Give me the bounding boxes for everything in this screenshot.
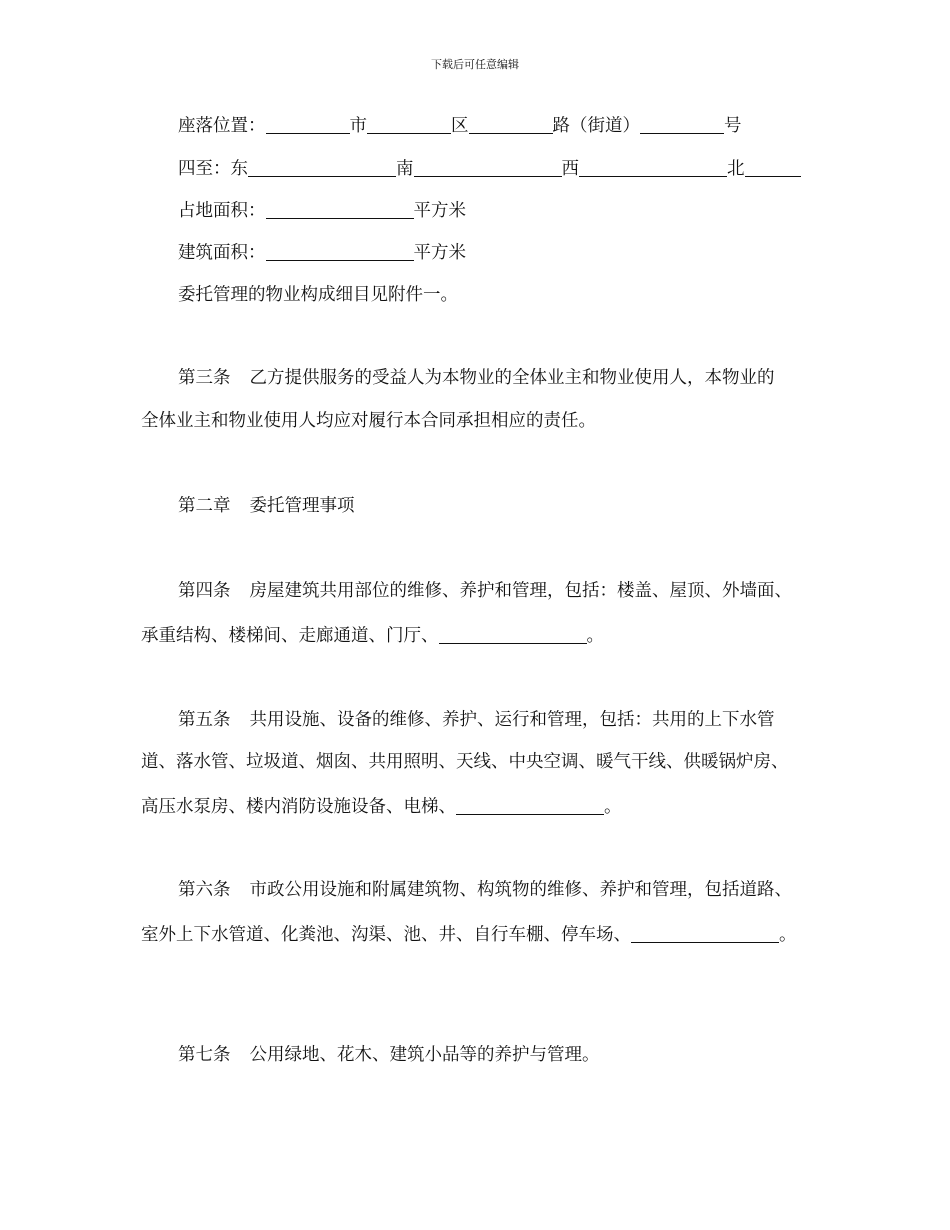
annex-note: 委托管理的物业构成细目见附件一。: [178, 285, 458, 305]
article-5-line-2: 道、落水管、垃圾道、烟囱、共用照明、天线、中央空调、暖气干线、供暖锅炉房、: [141, 752, 789, 772]
article-7-title: 第七条: [178, 1045, 231, 1065]
number-label: 号: [724, 116, 742, 136]
article-6-text-2: 室外上下水管道、化粪池、沟渠、池、井、自行车棚、停车场、: [141, 925, 631, 945]
article-6-text-1: 市政公用设施和附属建筑物、构筑物的维修、养护和管理，包括道路、: [249, 880, 792, 900]
building-area-line: [178, 243, 466, 263]
building-area-unit: 平方米: [413, 243, 466, 263]
district-label: 区: [451, 116, 469, 136]
chapter-2-text: 委托管理事项: [249, 496, 355, 516]
article-7-text: 公用绿地、花木、建筑小品等的养护与管理。: [249, 1045, 600, 1065]
city-blank: [266, 116, 350, 134]
article-6-blank: [631, 925, 779, 943]
chapter-2-title: 第二章: [178, 496, 231, 516]
land-area-label: 占地面积：: [178, 201, 266, 221]
article-5-line-3: [141, 797, 622, 817]
article-4-title: 第四条: [178, 581, 231, 601]
article-5-text-3: 高压水泵房、楼内消防设施设备、电梯、: [141, 797, 456, 817]
road-label: 路（街道）: [552, 116, 640, 136]
page-header: 下载后可任意编辑: [431, 58, 519, 71]
article-4-line-2: [141, 626, 604, 646]
land-area-blank: [266, 201, 414, 219]
article-4-text-1: 房屋建筑共用部位的维修、养护和管理，包括：楼盖、屋顶、外墙面、: [249, 581, 792, 601]
building-area-label: 建筑面积：: [178, 243, 266, 263]
article-5-blank: [456, 797, 604, 815]
west-label: 西: [561, 159, 579, 179]
article-3-title: 第三条: [178, 368, 231, 388]
article-5-end: 。: [604, 797, 622, 817]
south-blank: [414, 159, 562, 177]
article-3-line-2: 全体业主和物业使用人均应对履行本合同承担相应的责任。: [141, 411, 596, 431]
article-5-line-1: [178, 712, 775, 730]
south-label: 南: [396, 159, 414, 179]
article-5-text-1: 共用设施、设备的维修、养护、运行和管理，包括：共用的上下水管: [249, 710, 775, 730]
number-blank: [640, 116, 724, 134]
land-area-line: [178, 201, 466, 221]
article-3-line-1: [178, 370, 775, 388]
article-4-text-2: 承重结构、楼梯间、走廊通道、门厅、: [141, 626, 439, 646]
article-6-line-2: [141, 925, 797, 945]
location-label: 座落位置：: [178, 116, 266, 136]
north-label: 北: [727, 159, 745, 179]
article-4-blank: [439, 626, 587, 644]
article-4-line-1: [178, 583, 792, 601]
article-4-end: 。: [586, 626, 604, 646]
district-blank: [367, 116, 451, 134]
article-5-title: 第五条: [178, 710, 231, 730]
land-area-unit: 平方米: [413, 201, 466, 221]
east-blank: [248, 159, 396, 177]
north-blank: [745, 159, 801, 177]
location-line: [178, 116, 742, 136]
west-blank: [579, 159, 727, 177]
building-area-blank: [266, 243, 414, 261]
article-3-text-1: 乙方提供服务的受益人为本物业的全体业主和物业使用人，本物业的: [249, 368, 775, 388]
boundaries-line: [178, 159, 801, 179]
city-label: 市: [349, 116, 367, 136]
article-6-title: 第六条: [178, 880, 231, 900]
chapter-2-heading: [178, 498, 355, 516]
east-label: 四至：东: [178, 159, 248, 179]
road-blank: [469, 116, 553, 134]
article-7-line: [178, 1047, 600, 1065]
article-6-line-1: [178, 882, 792, 900]
article-6-end: 。: [779, 925, 797, 945]
